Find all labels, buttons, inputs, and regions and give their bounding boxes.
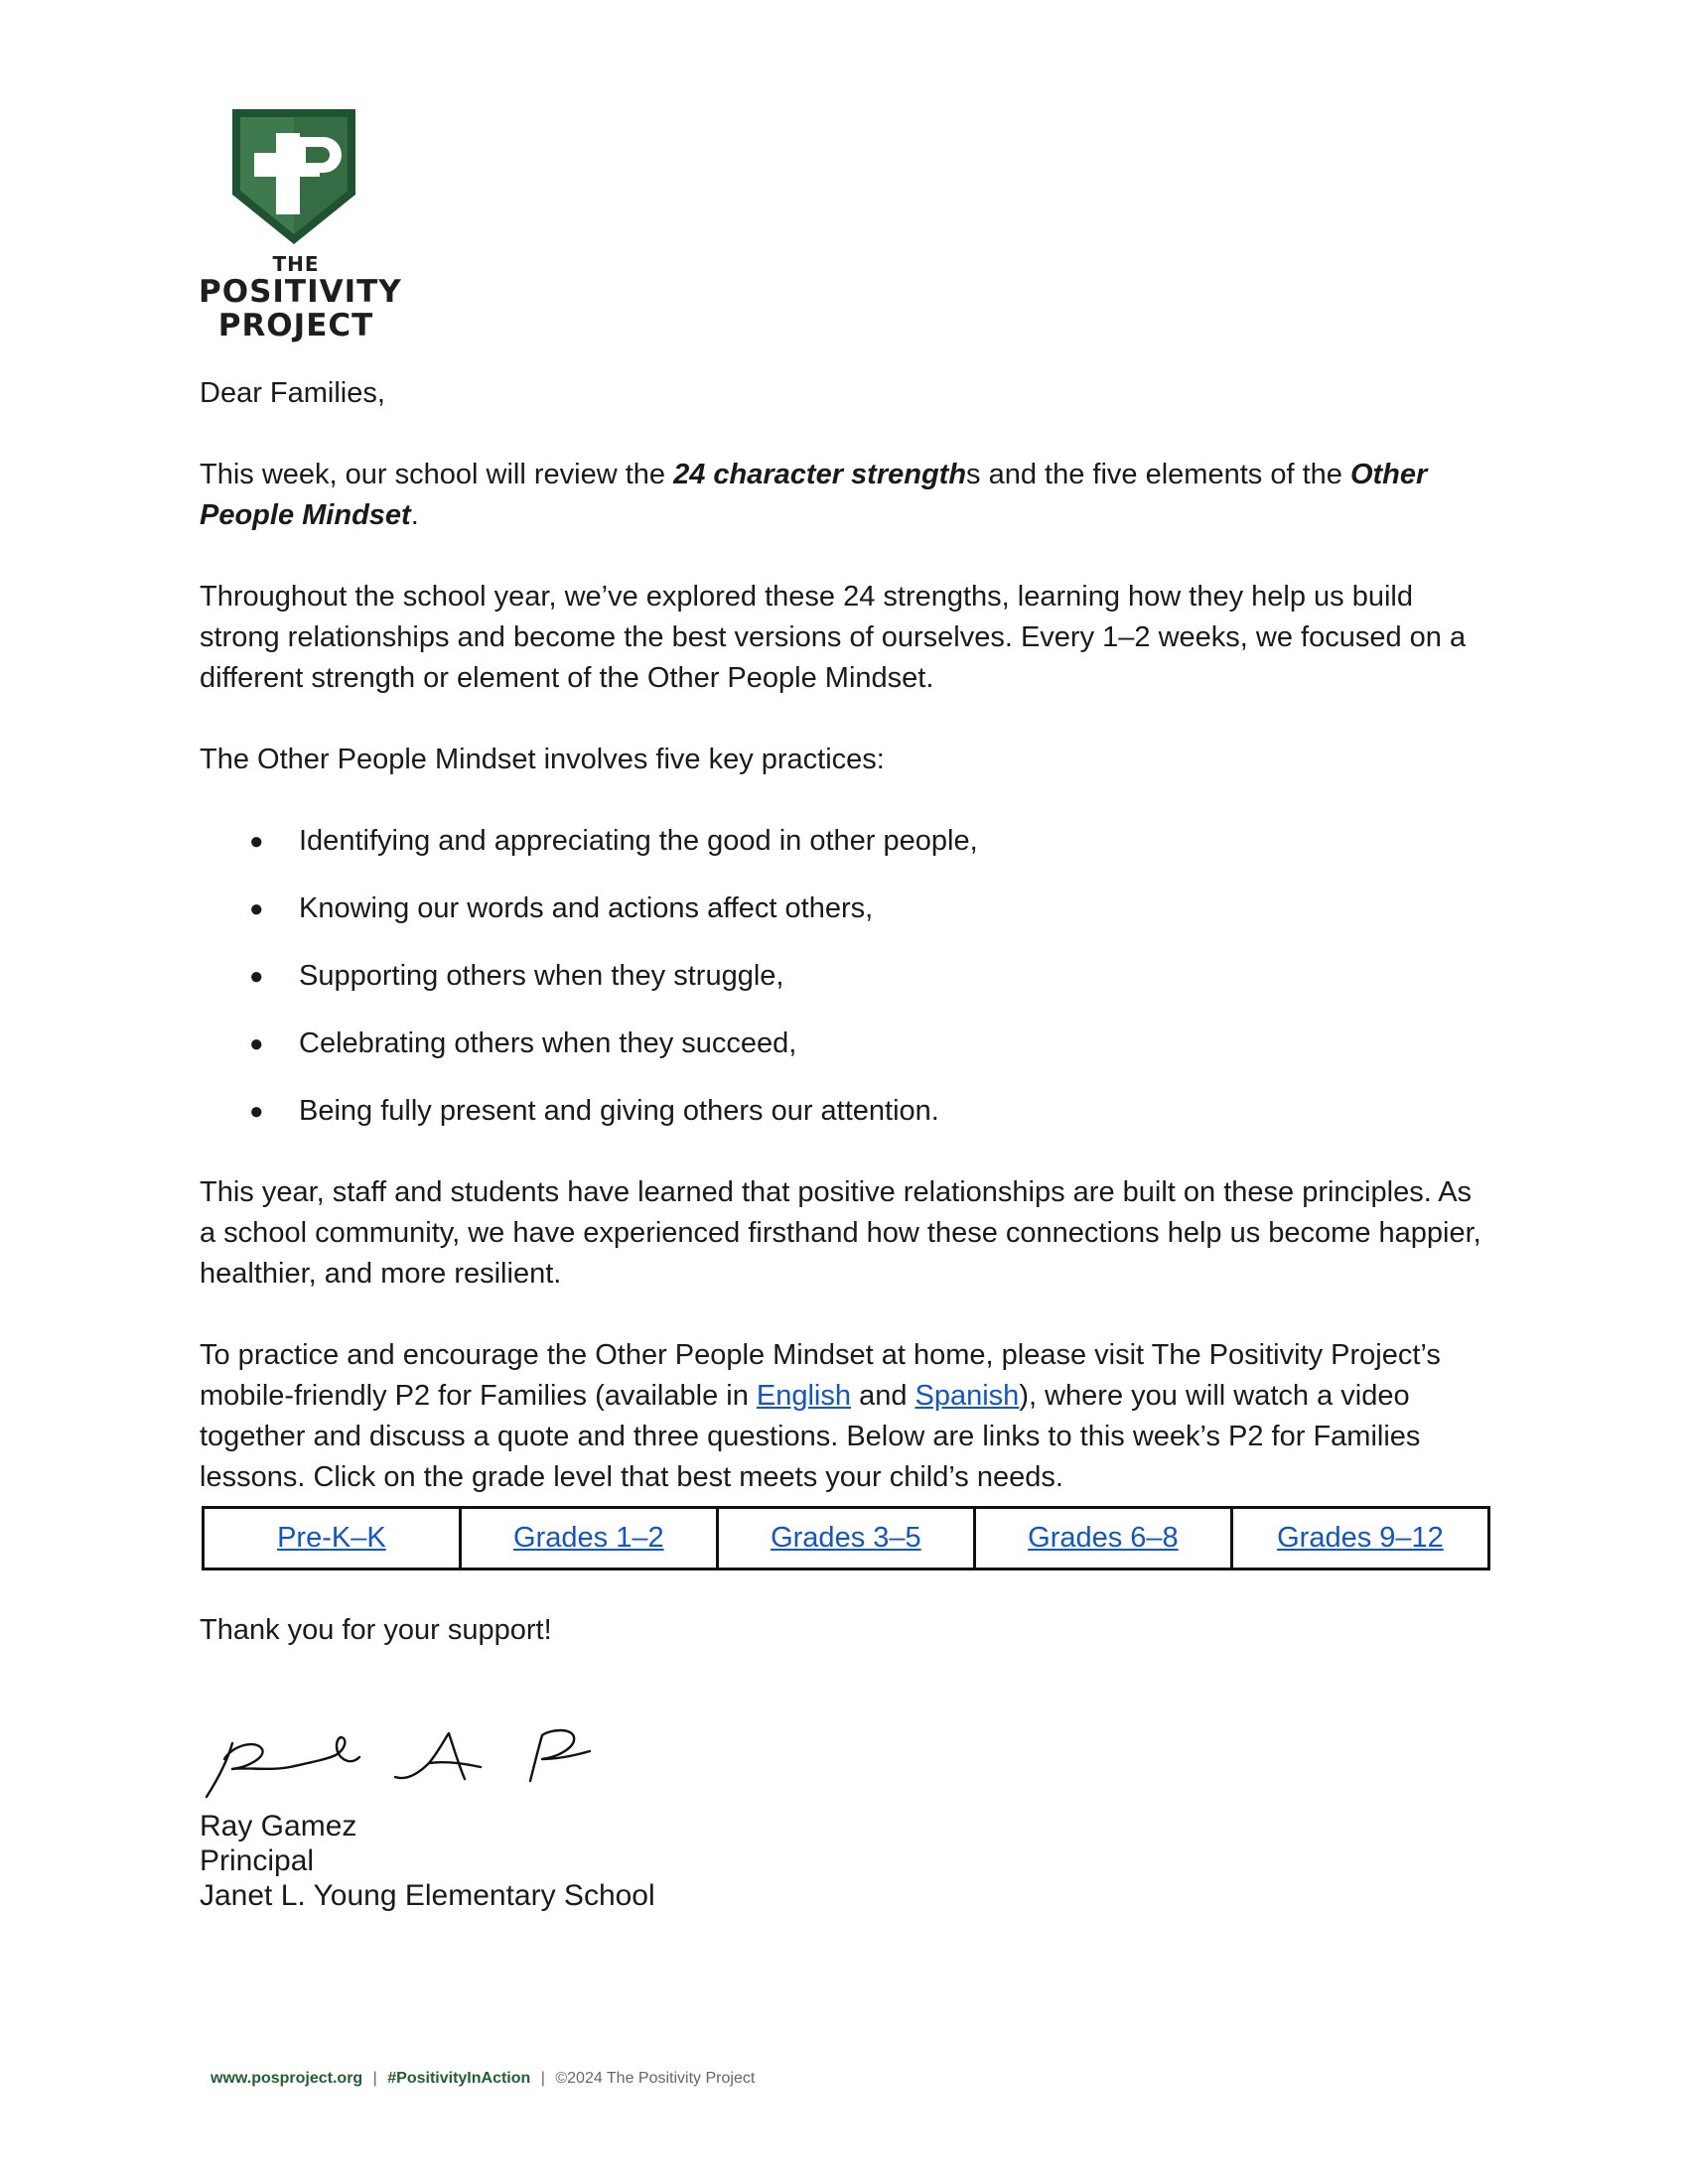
- practices-list: [200, 821, 1490, 1132]
- grade-cell: [974, 1508, 1231, 1570]
- grade-link-1-2[interactable]: Grades 1–2: [513, 1522, 664, 1554]
- list-item: ● Celebrating others when they succeed,: [200, 1024, 1490, 1064]
- greeting: Dear Families,: [200, 377, 385, 409]
- practices-intro: The Other People Mindset involves five key practices:: [200, 744, 885, 775]
- list-item: ● Identifying and appreciating the good in other people,: [200, 821, 1490, 862]
- grade-link-6-8[interactable]: Grades 6–8: [1028, 1522, 1179, 1554]
- signer-name: Ray Gamez: [200, 1810, 357, 1843]
- list-item: ● Supporting others when they struggle,: [200, 956, 1490, 997]
- footer-website: www.posproject.org: [211, 2070, 363, 2087]
- english-link[interactable]: English: [756, 1380, 852, 1412]
- logo-text-project: PROJECT: [217, 308, 374, 343]
- logo-text-the: THE: [272, 252, 320, 276]
- footer-separator: |: [372, 2070, 377, 2087]
- closing-line: Thank you for your support!: [200, 1614, 552, 1646]
- handwritten-signature: [199, 1706, 616, 1805]
- character-strengths-emphasis: 24 character strength: [673, 459, 967, 490]
- letter-body: [200, 373, 1490, 1651]
- grade-cell: [460, 1508, 717, 1570]
- grade-link-prek-k[interactable]: Pre-K–K: [277, 1522, 386, 1554]
- list-item: ● Knowing our words and actions affect others,: [200, 888, 1490, 929]
- grade-link-3-5[interactable]: Grades 3–5: [771, 1522, 921, 1554]
- signer-title: Principal: [200, 1844, 315, 1877]
- grade-cell: [1231, 1508, 1488, 1570]
- spanish-link[interactable]: Spanish: [914, 1380, 1020, 1412]
- footer-copyright: ©2024 The Positivity Project: [555, 2070, 756, 2087]
- grade-link-9-12[interactable]: Grades 9–12: [1277, 1522, 1444, 1554]
- signer-school: Janet L. Young Elementary School: [200, 1879, 655, 1912]
- grade-cell: [717, 1508, 974, 1570]
- footer-separator: |: [540, 2070, 545, 2087]
- page-footer: [211, 2070, 755, 2088]
- other-people-mindset-emphasis: Other People Mindset: [200, 459, 1428, 531]
- families-paragraph: To practice and encourage the Other People Mindset at home, please visit The Positivity Project’s mobile-friendly P2 for Families (available in English and Spanish), where you will watch a video together and discuss a quote and three questions. Below are links to this week’s P2 for Families lessons. Click on the grade level that best meets your child’s needs.: [200, 1339, 1441, 1493]
- grade-cell: [204, 1508, 461, 1570]
- logo-text-positivity: POSITIVITY: [199, 274, 402, 310]
- footer-hashtag: #PositivityInAction: [387, 2070, 531, 2087]
- list-item: ● Being fully present and giving others our attention.: [200, 1091, 1490, 1132]
- intro-paragraph: This week, our school will review the 24 character strengths and the five elements of the Other People Mindset.: [200, 459, 1428, 531]
- school-year-paragraph: Throughout the school year, we’ve explored these 24 strengths, learning how they help us build strong relationships and become the best versions of ourselves. Every 1–2 weeks, we focused on a different strength or element of the Other People Mindset.: [200, 581, 1467, 694]
- grade-links-table: [202, 1506, 1490, 1570]
- relationships-paragraph: This year, staff and students have learned that positive relationships are built on these principles. As a school community, we have experienced firsthand how these connections help us become happier, healthier, and more resilient.: [200, 1176, 1481, 1290]
- positivity-shield-icon: [224, 107, 363, 246]
- signer-block: [200, 1809, 655, 1913]
- positivity-project-logo: [199, 107, 402, 343]
